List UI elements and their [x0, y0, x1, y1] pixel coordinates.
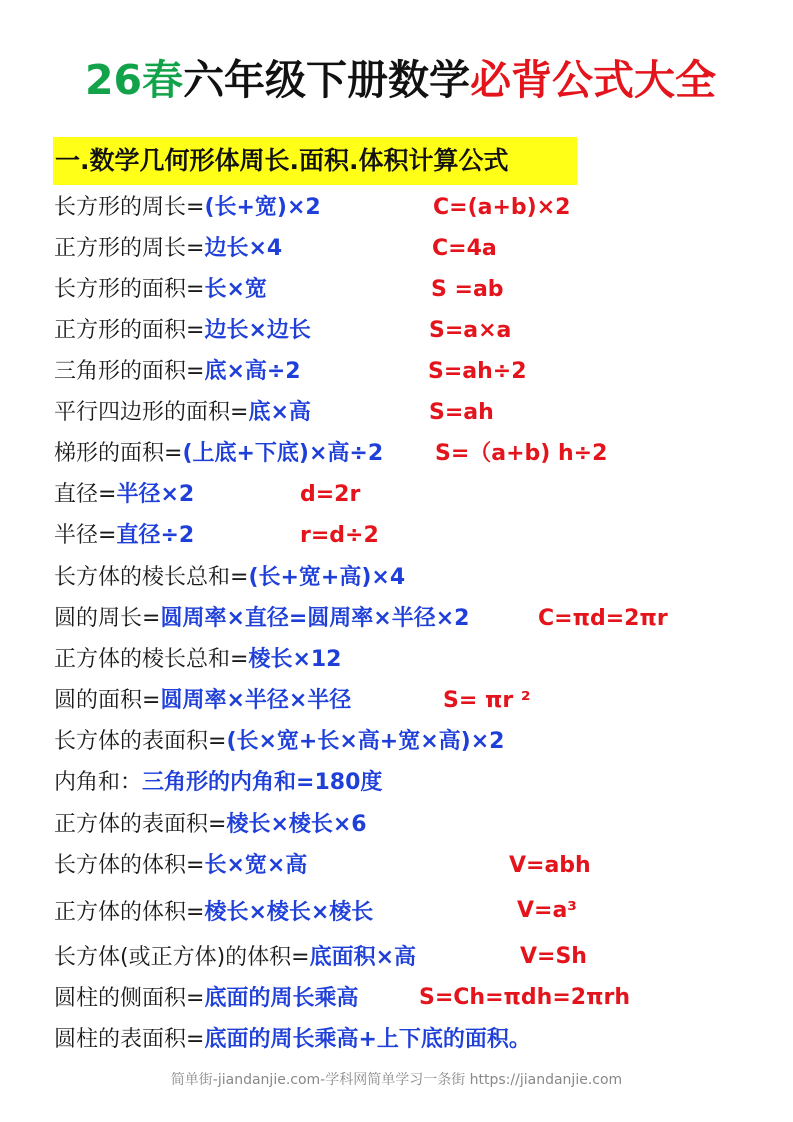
formula-row — [54, 1022, 531, 1058]
formula-label: 长方体的表面积= — [54, 729, 227, 754]
formula-label: 圆柱的表面积= — [54, 1027, 205, 1052]
formula-row — [54, 981, 358, 1017]
formula-row — [54, 313, 311, 349]
formula-row — [54, 231, 282, 267]
formula-symbol: S=Ch=πdh=2πrh — [419, 985, 630, 1010]
formula-row — [54, 477, 194, 513]
title-subject: 六年级下册数学 — [183, 56, 471, 104]
formula-label: 长方形的面积= — [54, 277, 205, 302]
formula-label: 正方形的周长= — [54, 236, 205, 261]
formula-row — [54, 848, 307, 884]
formula-symbol: d=2r — [300, 482, 361, 507]
formula-value: 底面积×高 — [309, 945, 417, 970]
formula-value: 底×高 — [248, 400, 311, 425]
formula-symbol: C=4a — [432, 236, 497, 261]
formula-value: (长×宽+长×高+宽×高)×2 — [226, 729, 505, 754]
formula-value: (上底+下底)×高÷2 — [182, 441, 384, 466]
title-season: 26春 — [85, 56, 184, 104]
formula-row — [54, 724, 504, 760]
formula-symbol: S=（a+b) h÷2 — [435, 441, 608, 466]
formula-row — [54, 601, 469, 637]
formula-row — [54, 272, 267, 308]
formula-label: 正方体的棱长总和= — [54, 647, 249, 672]
formula-value: 底面的周长乘高 — [204, 986, 359, 1011]
formula-value: 长×宽×高 — [204, 853, 308, 878]
formula-label: 长方体的棱长总和= — [54, 565, 249, 590]
formula-symbol: C=πd=2πr — [538, 606, 668, 631]
formula-label: 梯形的面积= — [54, 441, 183, 466]
formula-row — [54, 560, 405, 596]
formula-row — [54, 354, 301, 390]
title-highlight: 必背公式大全 — [470, 56, 717, 104]
formula-label: 长方体的体积= — [54, 853, 205, 878]
formula-symbol: V=a³ — [517, 898, 577, 923]
formula-value: 棱长×12 — [248, 647, 342, 672]
formula-label: 长方形的周长= — [54, 195, 205, 220]
formula-value: 底×高÷2 — [204, 359, 301, 384]
formula-value: 半径×2 — [116, 482, 195, 507]
formula-symbol: C=(a+b)×2 — [433, 195, 571, 220]
formula-row — [54, 940, 416, 976]
page-title — [85, 52, 790, 108]
formula-symbol: r=d÷2 — [300, 523, 379, 548]
formula-label: 圆的面积= — [54, 688, 161, 713]
footer-source: 简单街-jiandanjie.com-学科网简单学习一条街 https://jiandanjie.com — [170, 1072, 623, 1088]
formula-symbol: S=ah — [429, 400, 494, 425]
formula-label: 三角形的面积= — [54, 359, 205, 384]
formula-row — [54, 436, 383, 472]
formula-symbol: S =ab — [431, 277, 504, 302]
formula-value: 边长×4 — [204, 236, 283, 261]
formula-row — [54, 683, 351, 719]
formula-row — [54, 642, 342, 678]
formula-symbol: S= πr ² — [443, 688, 531, 713]
formula-value: 底面的周长乘高+上下底的面积。 — [204, 1027, 531, 1052]
formula-value: 棱长×棱长×6 — [226, 812, 367, 837]
formula-label: 圆柱的侧面积= — [54, 986, 205, 1011]
formula-label: 内角和： — [54, 770, 143, 795]
formula-row — [54, 765, 382, 801]
formula-value: 三角形的内角和=180度 — [142, 770, 383, 795]
formula-symbol: V=Sh — [520, 944, 587, 969]
formula-value: (长+宽)×2 — [204, 195, 321, 220]
formula-row — [54, 395, 311, 431]
section-heading: 一.数学几何形体周长.面积.体积计算公式 — [53, 137, 577, 185]
formula-label: 正方形的面积= — [54, 318, 205, 343]
formula-row — [54, 895, 373, 931]
formula-label: 正方体的表面积= — [54, 812, 227, 837]
formula-value: 长×宽 — [204, 277, 267, 302]
formula-symbol: V=abh — [509, 853, 591, 878]
formula-value: (长+宽+高)×4 — [248, 565, 406, 590]
formula-symbol: S=ah÷2 — [428, 359, 527, 384]
formula-label: 直径= — [54, 482, 117, 507]
formula-label: 正方体的体积= — [54, 900, 205, 925]
formula-label: 圆的周长= — [54, 606, 161, 631]
formula-value: 圆周率×半径×半径 — [160, 688, 352, 713]
formula-label: 平行四边形的面积= — [54, 400, 249, 425]
formula-label: 长方体(或正方体)的体积= — [54, 945, 310, 970]
formula-value: 边长×边长 — [204, 318, 311, 343]
formula-label: 半径= — [54, 523, 117, 548]
formula-symbol: S=a×a — [429, 318, 512, 343]
formula-row — [54, 807, 367, 843]
formula-value: 棱长×棱长×棱长 — [204, 900, 374, 925]
formula-row — [54, 190, 321, 226]
formula-value: 圆周率×直径=圆周率×半径×2 — [160, 606, 470, 631]
formula-row — [54, 518, 194, 554]
formula-value: 直径÷2 — [116, 523, 195, 548]
